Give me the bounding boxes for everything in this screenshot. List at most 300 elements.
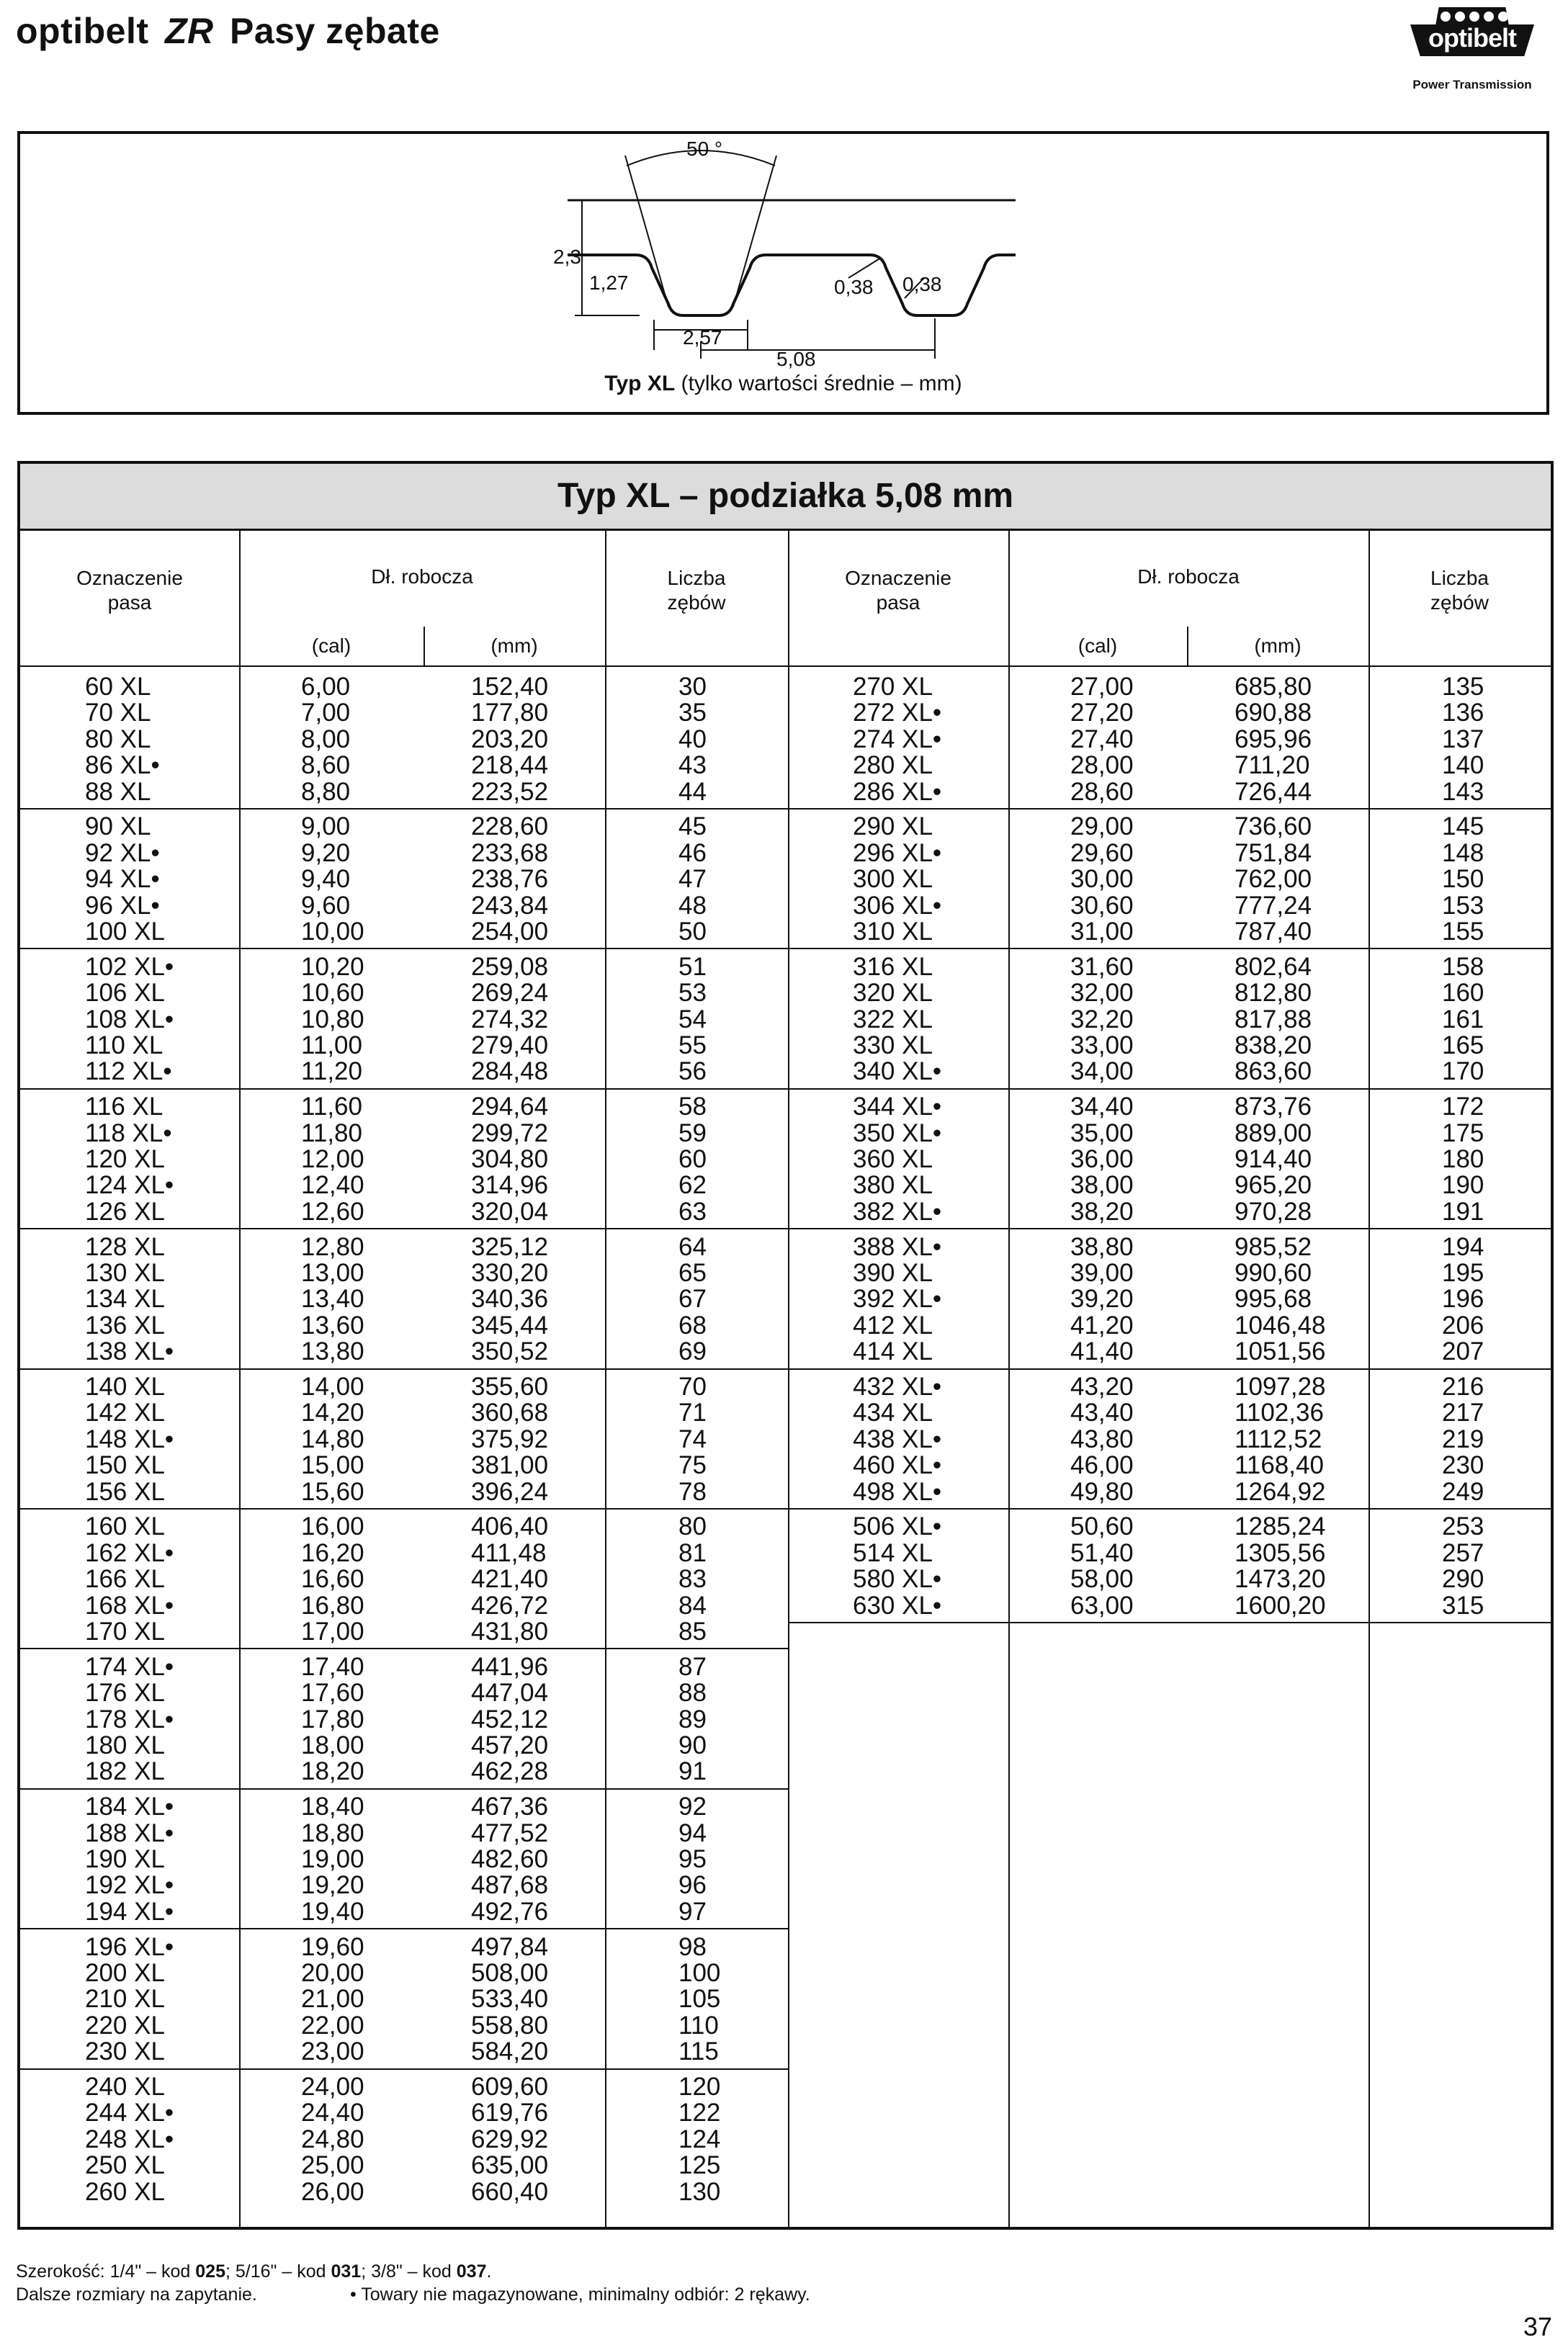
length-inch-cell: 32,00: [1070, 979, 1134, 1008]
length-mm-cell: 375,92: [471, 1425, 549, 1453]
belt-designation-cell: 330 XL: [853, 1031, 933, 1059]
length-mm-cell: 990,60: [1235, 1259, 1312, 1287]
diagram-caption-note: (tylko wartości średnie – mm): [675, 372, 962, 395]
teeth-count-cell: 216: [1442, 1373, 1484, 1401]
length-mm-cell: 695,96: [1235, 725, 1312, 753]
teeth-count-cell: 43: [678, 751, 707, 780]
belt-designation-cell: 148 XL•: [85, 1425, 174, 1453]
group-separator: [20, 1648, 788, 1649]
belt-designation-cell: 260 XL: [85, 2177, 165, 2206]
group-separator: [20, 1508, 788, 1510]
teeth-count-cell: 136: [1442, 699, 1484, 727]
length-inch-cell: 19,00: [301, 1845, 364, 1873]
group-separator: [20, 1228, 788, 1229]
left-inch-header: (cal): [311, 634, 351, 657]
group-separator: [20, 1368, 788, 1370]
teeth-count-cell: 180: [1442, 1145, 1484, 1173]
length-inch-cell: 8,00: [301, 725, 351, 753]
length-mm-cell: 406,40: [471, 1512, 549, 1541]
length-mm-cell: 294,64: [471, 1093, 549, 1121]
length-inch-cell: 38,00: [1070, 1171, 1134, 1200]
teeth-count-cell: 54: [678, 1005, 707, 1033]
belt-designation-cell: 188 XL•: [85, 1818, 174, 1847]
belt-designation-cell: 412 XL: [853, 1311, 933, 1340]
teeth-count-cell: 70: [678, 1373, 707, 1401]
tip-radius-label: 0,38: [902, 273, 942, 295]
length-mm-cell: 726,44: [1235, 777, 1312, 806]
teeth-count-cell: 47: [678, 865, 707, 894]
length-mm-cell: 243,84: [471, 891, 549, 920]
belt-designation-cell: 380 XL: [853, 1171, 933, 1200]
length-mm-cell: 635,00: [471, 2151, 549, 2180]
length-mm-cell: 269,24: [471, 979, 549, 1008]
belt-designation-cell: 460 XL•: [853, 1451, 942, 1480]
length-inch-cell: 17,80: [301, 1705, 364, 1734]
belt-designation-cell: 128 XL: [85, 1232, 165, 1261]
length-inch-cell: 17,40: [301, 1652, 364, 1681]
length-mm-cell: 223,52: [471, 777, 549, 806]
series-name: ZR: [164, 11, 214, 51]
teeth-count-cell: 155: [1442, 918, 1484, 946]
teeth-count-cell: 96: [678, 1871, 707, 1900]
belt-designation-cell: 286 XL•: [853, 777, 942, 806]
belt-designation-cell: 96 XL•: [85, 891, 160, 920]
length-mm-cell: 284,48: [471, 1057, 549, 1086]
length-inch-cell: 11,00: [301, 1031, 362, 1059]
length-mm-cell: 817,88: [1235, 1005, 1312, 1033]
belt-designation-cell: 630 XL•: [853, 1591, 942, 1620]
teeth-count-cell: 130: [678, 2177, 721, 2206]
teeth-count-cell: 153: [1442, 891, 1484, 920]
belt-designation-cell: 290 XL: [853, 812, 933, 841]
belt-designation-cell: 138 XL•: [85, 1337, 174, 1366]
length-mm-cell: 1097,28: [1235, 1373, 1326, 1401]
teeth-count-cell: 150: [1442, 865, 1484, 894]
teeth-count-cell: 84: [678, 1591, 707, 1620]
belt-designation-cell: 344 XL•: [853, 1093, 942, 1121]
length-mm-cell: 914,40: [1235, 1145, 1312, 1173]
belt-designation-cell: 580 XL•: [853, 1565, 942, 1594]
optibelt-logo: [1389, 6, 1556, 91]
belt-designation-cell: 498 XL•: [853, 1477, 942, 1506]
teeth-count-cell: 51: [678, 952, 707, 981]
teeth-count-cell: 62: [678, 1171, 707, 1200]
length-mm-cell: 259,08: [471, 952, 549, 981]
length-inch-cell: 63,00: [1070, 1591, 1134, 1620]
length-inch-cell: 6,00: [301, 673, 351, 701]
length-mm-cell: 985,52: [1235, 1232, 1312, 1261]
teeth-count-cell: 65: [678, 1259, 707, 1287]
belt-designation-cell: 102 XL•: [85, 952, 174, 981]
length-inch-cell: 17,00: [301, 1618, 364, 1646]
teeth-count-cell: 85: [678, 1618, 707, 1646]
length-mm-cell: 431,80: [471, 1618, 549, 1646]
teeth-count-cell: 122: [678, 2099, 721, 2127]
length-inch-cell: 19,40: [301, 1897, 364, 1926]
group-separator: [788, 808, 1551, 810]
belt-designation-cell: 350 XL•: [853, 1118, 942, 1147]
length-inch-cell: 26,00: [301, 2177, 364, 2206]
length-mm-cell: 1168,40: [1235, 1451, 1324, 1480]
length-inch-cell: 12,80: [301, 1232, 364, 1261]
belt-designation-cell: 322 XL: [853, 1005, 933, 1033]
length-inch-cell: 22,00: [301, 2011, 364, 2040]
belt-designation-cell: 382 XL•: [853, 1197, 942, 1226]
length-mm-cell: 1600,20: [1235, 1591, 1326, 1620]
teeth-count-cell: 64: [678, 1232, 707, 1261]
belt-designation-cell: 166 XL: [85, 1565, 165, 1594]
group-separator: [20, 1928, 788, 1929]
length-inch-cell: 25,00: [301, 2151, 364, 2180]
angle-label: 50 °: [686, 138, 723, 160]
teeth-count-cell: 50: [678, 918, 707, 946]
length-inch-cell: 29,00: [1070, 812, 1134, 841]
length-mm-cell: 254,00: [471, 918, 549, 946]
teeth-count-cell: 190: [1442, 1171, 1484, 1200]
length-inch-cell: 46,00: [1070, 1451, 1134, 1480]
belt-designation-cell: 210 XL: [85, 1985, 165, 2014]
length-mm-cell: 1305,56: [1235, 1538, 1326, 1567]
teeth-count-cell: 78: [678, 1477, 707, 1506]
teeth-count-cell: 217: [1442, 1399, 1484, 1427]
pitch-label: 5,08: [776, 348, 816, 370]
belt-designation-cell: 130 XL: [85, 1259, 165, 1287]
length-mm-cell: 1102,36: [1235, 1399, 1324, 1427]
length-inch-cell: 14,00: [301, 1373, 364, 1401]
length-inch-cell: 58,00: [1070, 1565, 1134, 1594]
length-mm-cell: 274,32: [471, 1005, 549, 1033]
column-divider: [239, 529, 241, 2227]
page-number: 37: [1523, 2312, 1552, 2341]
belt-designation-cell: 170 XL: [85, 1618, 165, 1646]
length-inch-cell: 36,00: [1070, 1145, 1134, 1173]
length-mm-cell: 609,60: [471, 2073, 549, 2101]
teeth-count-cell: 81: [678, 1538, 707, 1567]
tooth-profile-diagram: [17, 131, 1549, 415]
belt-designation-cell: 100 XL: [85, 918, 165, 946]
length-inch-cell: 19,60: [301, 1932, 364, 1961]
belt-designation-cell: 220 XL: [85, 2011, 165, 2040]
teeth-count-cell: 80: [678, 1512, 707, 1541]
length-mm-cell: 777,24: [1235, 891, 1312, 920]
length-mm-cell: 487,68: [471, 1871, 549, 1900]
length-mm-cell: 426,72: [471, 1591, 549, 1620]
length-mm-cell: 965,20: [1235, 1171, 1312, 1200]
teeth-count-cell: 88: [678, 1679, 707, 1708]
belt-designation-cell: 316 XL: [853, 952, 933, 981]
length-mm-cell: 304,80: [471, 1145, 549, 1173]
length-inch-cell: 31,60: [1070, 952, 1134, 981]
length-mm-cell: 340,36: [471, 1285, 549, 1314]
teeth-count-cell: 172: [1442, 1093, 1484, 1121]
teeth-count-cell: 40: [678, 725, 707, 753]
length-mm-cell: 467,36: [471, 1793, 549, 1821]
length-mm-cell: 411,48: [471, 1538, 547, 1567]
teeth-count-cell: 160: [1442, 979, 1484, 1008]
teeth-count-cell: 207: [1442, 1337, 1484, 1366]
teeth-count-cell: 145: [1442, 812, 1484, 841]
length-mm-cell: 619,76: [471, 2099, 549, 2127]
length-inch-cell: 9,20: [301, 838, 351, 867]
length-inch-cell: 8,80: [301, 777, 351, 806]
teeth-count-cell: 230: [1442, 1451, 1484, 1480]
right-designation-header: Oznaczenie pasa: [845, 567, 951, 614]
length-inch-cell: 18,20: [301, 1757, 364, 1786]
length-mm-cell: 381,00: [471, 1451, 549, 1480]
length-mm-cell: 203,20: [471, 725, 549, 753]
length-mm-cell: 462,28: [471, 1757, 549, 1786]
teeth-count-cell: 74: [678, 1425, 707, 1453]
length-inch-cell: 10,60: [301, 979, 364, 1008]
product-title: Pasy zębate: [230, 11, 440, 51]
length-inch-cell: 17,60: [301, 1679, 364, 1708]
teeth-count-cell: 60: [678, 1145, 707, 1173]
logo-wordmark: optibelt: [1428, 23, 1516, 53]
belt-designation-cell: 126 XL: [85, 1197, 165, 1226]
belt-designation-cell: 124 XL•: [85, 1171, 174, 1200]
length-inch-cell: 11,80: [301, 1118, 362, 1147]
teeth-count-cell: 175: [1442, 1118, 1484, 1147]
length-mm-cell: 533,40: [471, 1985, 549, 2014]
teeth-count-cell: 90: [678, 1731, 707, 1759]
length-mm-cell: 838,20: [1235, 1031, 1312, 1059]
length-inch-cell: 10,00: [301, 918, 364, 946]
length-mm-cell: 558,80: [471, 2011, 549, 2040]
length-mm-cell: 660,40: [471, 2177, 549, 2206]
length-inch-cell: 13,80: [301, 1337, 364, 1366]
length-mm-cell: 497,84: [471, 1932, 549, 1961]
length-inch-cell: 31,00: [1070, 918, 1134, 946]
length-inch-cell: 16,60: [301, 1565, 364, 1594]
length-mm-cell: 218,44: [471, 751, 549, 780]
belt-designation-cell: 506 XL•: [853, 1512, 942, 1541]
belt-designation-cell: 80 XL: [85, 725, 151, 753]
teeth-count-cell: 69: [678, 1337, 707, 1366]
teeth-count-cell: 110: [678, 2011, 719, 2040]
length-inch-cell: 32,20: [1070, 1005, 1134, 1033]
height-total-label: 2,3: [553, 246, 581, 268]
teeth-count-cell: 68: [678, 1311, 707, 1340]
belt-designation-cell: 88 XL: [85, 777, 151, 806]
length-mm-cell: 238,76: [471, 865, 549, 894]
teeth-count-cell: 44: [678, 777, 707, 806]
length-inch-cell: 33,00: [1070, 1031, 1134, 1059]
logo-tagline: Power Transmission: [1412, 78, 1532, 91]
length-mm-cell: 325,12: [471, 1232, 549, 1261]
length-mm-cell: 152,40: [471, 673, 549, 701]
length-inch-cell: 10,20: [301, 952, 364, 981]
teeth-count-cell: 97: [678, 1897, 707, 1926]
teeth-count-cell: 115: [678, 2037, 719, 2066]
belt-designation-cell: 60 XL: [85, 673, 151, 701]
teeth-count-cell: 206: [1442, 1311, 1484, 1340]
length-inch-cell: 38,20: [1070, 1197, 1134, 1226]
belt-designation-cell: 194 XL•: [85, 1897, 174, 1926]
footer-width-codes: Szerokość: 1/4" – kod 025; 5/16" – kod 031; 3/8" – kod 037.: [16, 2261, 492, 2282]
length-inch-cell: 21,00: [301, 1985, 364, 2014]
length-inch-cell: 27,00: [1070, 673, 1134, 701]
teeth-count-cell: 89: [678, 1705, 707, 1734]
left-mm-header: (mm): [490, 634, 538, 657]
length-inch-cell: 18,80: [301, 1818, 364, 1847]
group-separator: [788, 1088, 1551, 1090]
belt-designation-cell: 110 XL: [85, 1031, 163, 1059]
length-inch-cell: 23,00: [301, 2037, 364, 2066]
length-mm-cell: 1051,56: [1235, 1337, 1326, 1366]
belt-designation-cell: 112 XL•: [85, 1057, 172, 1086]
belt-designation-cell: 244 XL•: [85, 2099, 174, 2127]
length-mm-cell: 1112,52: [1235, 1425, 1322, 1453]
teeth-count-cell: 195: [1442, 1259, 1484, 1287]
length-inch-cell: 15,00: [301, 1451, 364, 1480]
belt-designation-cell: 296 XL•: [853, 838, 942, 867]
teeth-count-cell: 257: [1442, 1538, 1484, 1567]
teeth-count-cell: 137: [1442, 725, 1484, 753]
length-mm-cell: 350,52: [471, 1337, 549, 1366]
length-mm-cell: 1285,24: [1235, 1512, 1326, 1541]
length-mm-cell: 441,96: [471, 1652, 549, 1681]
right-teeth-header: Liczba zębów: [1430, 567, 1489, 614]
belt-designation-cell: 150 XL: [85, 1451, 165, 1480]
group-separator: [788, 948, 1551, 949]
length-inch-cell: 9,40: [301, 865, 351, 894]
tooth-height-label: 1,27: [589, 272, 629, 294]
group-separator: [20, 1788, 788, 1790]
length-mm-cell: 421,40: [471, 1565, 549, 1594]
teeth-count-cell: 315: [1442, 1591, 1484, 1620]
belt-designation-cell: 92 XL•: [85, 838, 160, 867]
belt-designation-cell: 118 XL•: [85, 1118, 172, 1147]
teeth-count-cell: 63: [678, 1197, 707, 1226]
teeth-count-cell: 165: [1442, 1031, 1484, 1059]
length-mm-cell: 863,60: [1235, 1057, 1312, 1086]
length-inch-cell: 18,40: [301, 1793, 364, 1821]
length-mm-cell: 787,40: [1235, 918, 1312, 946]
teeth-count-cell: 161: [1442, 1005, 1484, 1033]
group-separator: [20, 1088, 788, 1090]
root-radius-label: 0,38: [834, 276, 874, 298]
belt-designation-cell: 340 XL•: [853, 1057, 942, 1086]
teeth-count-cell: 92: [678, 1793, 707, 1821]
belt-designation-cell: 514 XL: [853, 1538, 933, 1567]
length-inch-cell: 16,80: [301, 1591, 364, 1620]
length-mm-cell: 345,44: [471, 1311, 549, 1340]
length-inch-cell: 24,40: [301, 2099, 364, 2127]
teeth-count-cell: 67: [678, 1285, 707, 1314]
belt-designation-cell: 70 XL: [85, 699, 151, 727]
column-divider: [788, 529, 789, 2227]
group-separator: [788, 1508, 1551, 1510]
belt-designation-cell: 300 XL: [853, 865, 933, 894]
teeth-count-cell: 219: [1442, 1425, 1484, 1453]
length-inch-cell: 49,80: [1070, 1477, 1134, 1506]
belt-designation-cell: 248 XL•: [85, 2125, 174, 2153]
diagram-caption: [20, 372, 1546, 396]
length-inch-cell: 18,00: [301, 1731, 364, 1759]
length-inch-cell: 30,00: [1070, 865, 1134, 894]
length-mm-cell: 360,68: [471, 1399, 549, 1427]
length-mm-cell: 751,84: [1235, 838, 1312, 867]
tooth-width-label: 2,57: [683, 326, 722, 349]
length-mm-cell: 762,00: [1235, 865, 1312, 894]
belt-designation-cell: 432 XL•: [853, 1373, 942, 1401]
teeth-count-cell: 249: [1442, 1477, 1484, 1506]
diagram-caption-type: Typ XL: [604, 372, 676, 395]
teeth-count-cell: 87: [678, 1652, 707, 1681]
group-separator: [788, 1622, 1551, 1623]
length-inch-cell: 12,00: [301, 1145, 364, 1173]
length-mm-cell: 812,80: [1235, 979, 1312, 1008]
teeth-count-cell: 30: [678, 673, 707, 701]
belt-designation-cell: 86 XL•: [85, 751, 160, 780]
belt-designation-cell: 134 XL: [85, 1285, 165, 1314]
belt-designation-cell: 192 XL•: [85, 1871, 174, 1900]
length-mm-cell: 736,60: [1235, 812, 1312, 841]
length-inch-cell: 41,20: [1070, 1311, 1134, 1340]
length-inch-cell: 24,80: [301, 2125, 364, 2153]
belt-designation-cell: 136 XL: [85, 1311, 165, 1340]
belt-designation-cell: 438 XL•: [853, 1425, 942, 1453]
length-inch-cell: 34,00: [1070, 1057, 1134, 1086]
length-inch-cell: 34,40: [1070, 1093, 1134, 1121]
belt-designation-cell: 250 XL: [85, 2151, 165, 2180]
length-inch-cell: 43,40: [1070, 1399, 1134, 1427]
teeth-count-cell: 75: [678, 1451, 707, 1480]
teeth-count-cell: 48: [678, 891, 707, 920]
teeth-count-cell: 94: [678, 1818, 707, 1847]
teeth-count-cell: 170: [1442, 1057, 1484, 1086]
length-inch-cell: 13,40: [301, 1285, 364, 1314]
belt-designation-cell: 388 XL•: [853, 1232, 942, 1261]
length-mm-cell: 279,40: [471, 1031, 549, 1059]
teeth-count-cell: 158: [1442, 952, 1484, 981]
length-inch-cell: 20,00: [301, 1959, 364, 1987]
belt-designation-cell: 200 XL: [85, 1959, 165, 1987]
teeth-count-cell: 46: [678, 838, 707, 867]
teeth-count-cell: 124: [678, 2125, 721, 2153]
belt-size-table: [17, 461, 1554, 2230]
length-inch-cell: 43,80: [1070, 1425, 1134, 1453]
belt-designation-cell: 116 XL: [85, 1093, 163, 1121]
belt-designation-cell: 90 XL: [85, 812, 151, 841]
teeth-count-cell: 56: [678, 1057, 707, 1086]
length-mm-cell: 970,28: [1235, 1197, 1312, 1226]
belt-designation-cell: 320 XL: [853, 979, 933, 1008]
length-inch-cell: 50,60: [1070, 1512, 1134, 1541]
belt-designation-cell: 176 XL: [85, 1679, 165, 1708]
length-mm-cell: 482,60: [471, 1845, 549, 1873]
length-mm-cell: 873,76: [1235, 1093, 1312, 1121]
belt-designation-cell: 156 XL: [85, 1477, 165, 1506]
teeth-count-cell: 253: [1442, 1512, 1484, 1541]
belt-designation-cell: 310 XL: [853, 918, 933, 946]
belt-designation-cell: 360 XL: [853, 1145, 933, 1173]
teeth-count-cell: 140: [1442, 751, 1484, 780]
length-mm-cell: 233,68: [471, 838, 549, 867]
column-divider: [1008, 529, 1010, 2227]
belt-designation-cell: 168 XL•: [85, 1591, 174, 1620]
length-mm-cell: 477,52: [471, 1818, 549, 1847]
length-mm-cell: 1046,48: [1235, 1311, 1326, 1340]
teeth-count-cell: 45: [678, 812, 707, 841]
length-inch-cell: 39,00: [1070, 1259, 1134, 1287]
length-mm-cell: 711,20: [1235, 751, 1310, 780]
length-inch-cell: 27,20: [1070, 699, 1134, 727]
length-mm-cell: 802,64: [1235, 952, 1312, 981]
length-mm-cell: 508,00: [471, 1959, 549, 1987]
length-inch-cell: 15,60: [301, 1477, 364, 1506]
teeth-count-cell: 125: [678, 2151, 721, 2180]
